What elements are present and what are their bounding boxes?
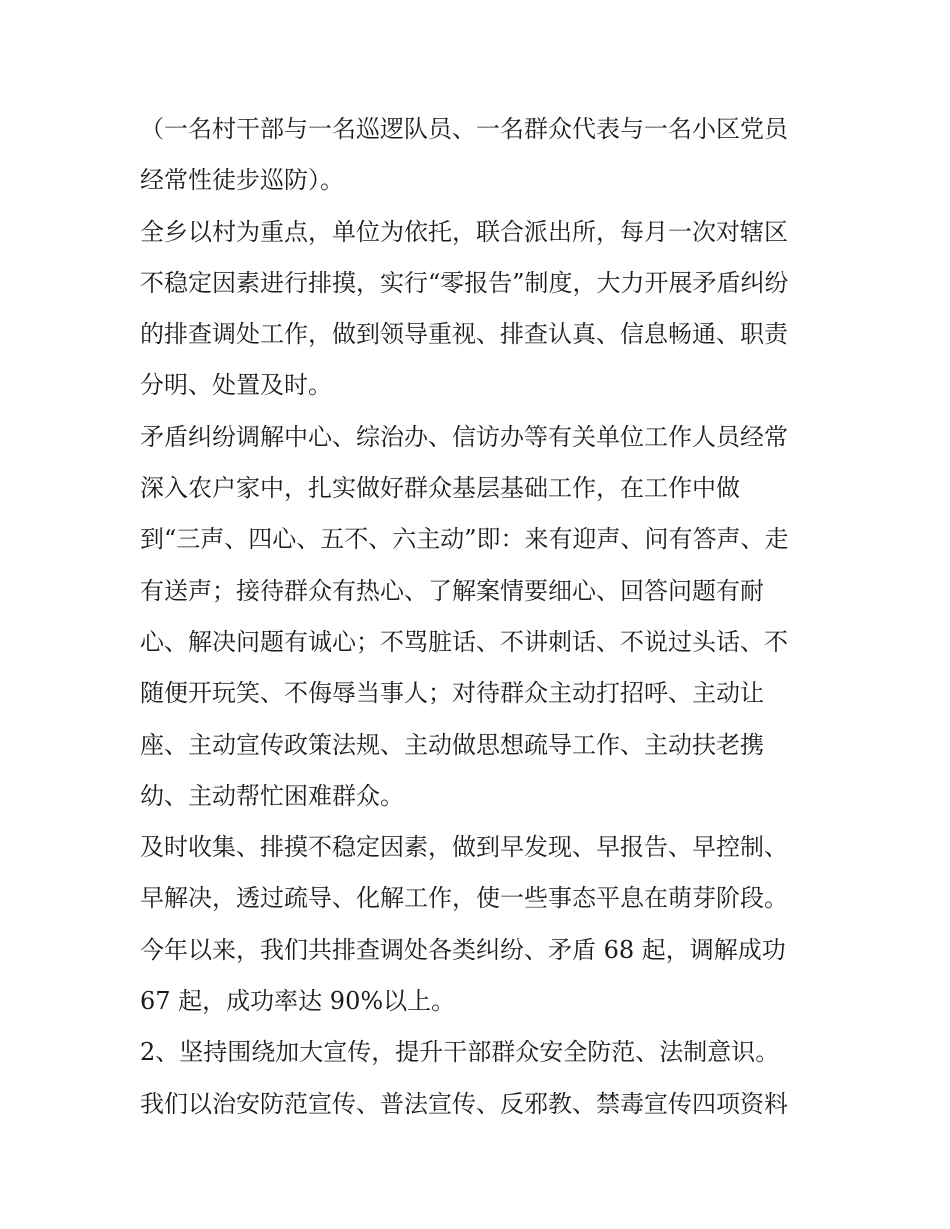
document-body (140, 104, 820, 1130)
text-line: 2、坚持围绕加大宣传，提升干部群众安全防范、法制意识。 (140, 1038, 780, 1067)
text-line: 我们以治安防范宣传、普法宣传、反邪教、禁毒宣传四项资料 (140, 1089, 788, 1118)
text-line: 座、主动宣传政策法规、主动做思想疏导工作、主动扶老携 (140, 730, 764, 759)
text-line: （一名村干部与一名巡逻队员、一名群众代表与一名小区党员 (140, 115, 788, 143)
text-line: 全乡以村为重点，单位为依托，联合派出所，每月一次对辖区 (140, 217, 788, 246)
text-line: 不稳定因素进行排摸，实行“零报告”制度，大力开展矛盾纠纷 (140, 268, 789, 297)
text-line: 67 起，成功率达 90%以上。 (140, 987, 456, 1016)
text-line: 及时收集、排摸不稳定因素，做到早发现、早报告、早控制、 (140, 833, 788, 862)
text-line: 到“三声、四心、五不、六主动”即：来有迎声、问有答声、走 (140, 525, 789, 554)
text-line: 的排查调处工作，做到领导重视、排查认真、信息畅通、职责 (140, 320, 788, 349)
text-line: 早解决，透过疏导、化解工作，使一些事态平息在萌芽阶段。 (140, 884, 788, 913)
text-line: 分明、处置及时。 (140, 371, 332, 400)
text-line: 经常性徒步巡防）。 (140, 166, 344, 195)
text-line: 深入农户家中，扎实做好群众基层基础工作，在工作中做 (140, 474, 740, 503)
text-line: 今年以来，我们共排查调处各类纠纷、矛盾 68 起，调解成功 (140, 935, 786, 964)
text-line: 幼、主动帮忙困难群众。 (140, 781, 404, 810)
text-line: 矛盾纠纷调解中心、综治办、信访办等有关单位工作人员经常 (140, 422, 788, 451)
text-line: 随便开玩笑、不侮辱当事人；对待群众主动打招呼、主动让 (140, 679, 764, 708)
text-line: 有送声；接待群众有热心、了解案情要细心、回答问题有耐 (140, 576, 764, 605)
text-line: 心、解决问题有诚心；不骂脏话、不讲刺话、不说过头话、不 (140, 627, 788, 656)
